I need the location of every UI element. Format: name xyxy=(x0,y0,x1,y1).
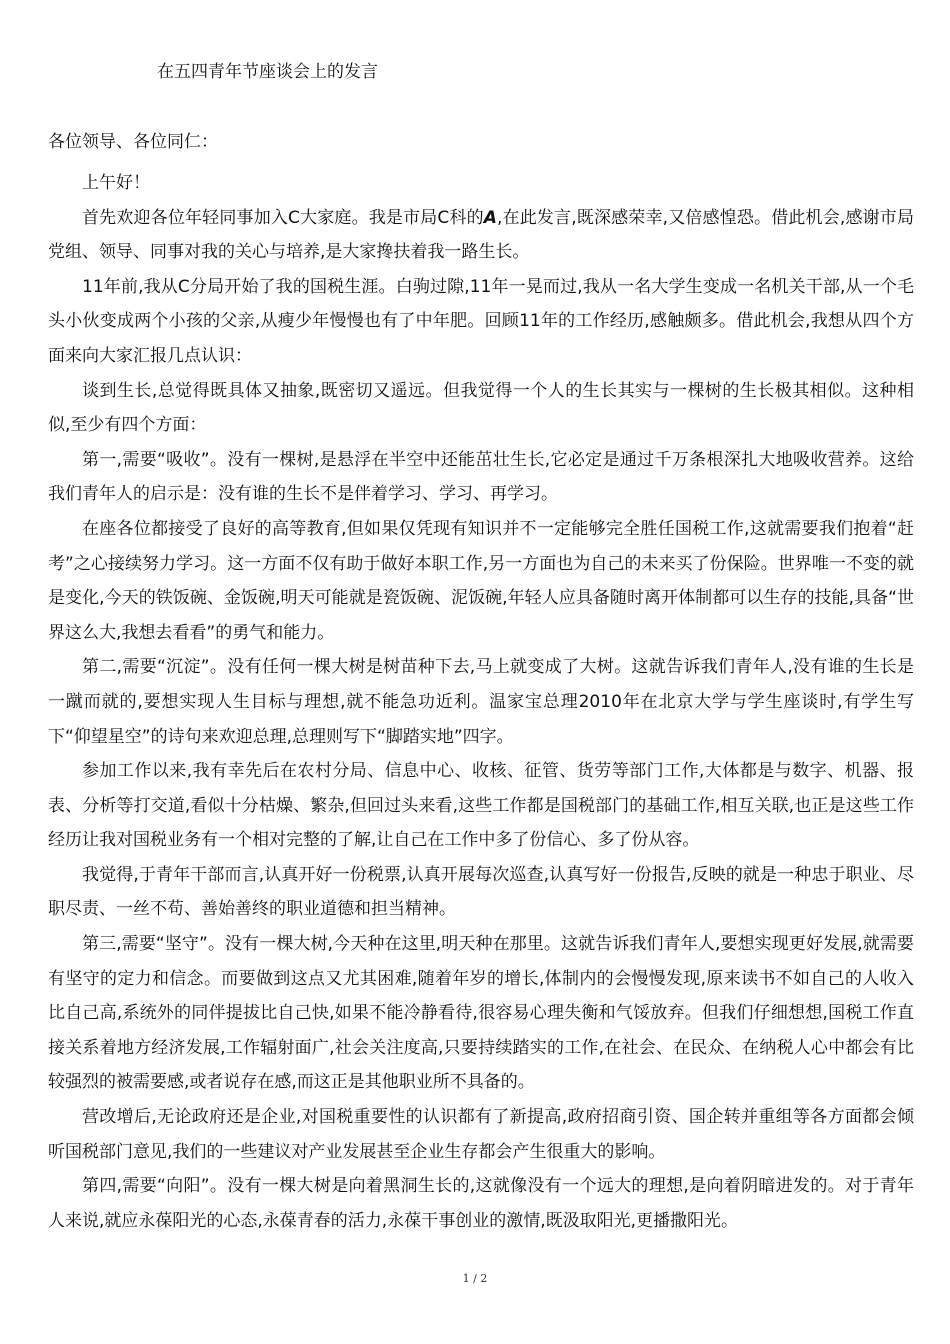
paragraph-introduction xyxy=(48,201,914,270)
page-number: 1 / 2 xyxy=(462,1272,488,1285)
document-body xyxy=(48,166,914,1238)
paragraph-point-four: 第四,需要“向阳”。没有一棵大树是向着黑洞生长的,这就像没有一个远大的理想,是向着阴暗进发的。对于青年人来说,就应永葆阳光的心态,永葆青春的活力,永葆干事创业的激情,既汲取阳光,更播撒阳光。 xyxy=(48,1176,914,1231)
speaker-mark: A xyxy=(483,207,497,228)
document-title: 在五四青年节座谈会上的发言 xyxy=(157,62,378,82)
paragraph-tax-reform: 营改增后,无论政府还是企业,对国税重要性的认识都有了新提高,政府招商引资、国企转并重组等各方面都会倾听国税部门意见,我们的一些建议对产业发展甚至企业生存都会产生很重大的影响。 xyxy=(48,1107,914,1162)
paragraph-point-three: 第三,需要“坚守”。没有一棵大树,今天种在这里,明天种在那里。这就告诉我们青年人,要想实现更好发展,就需要有坚守的定力和信念。而要做到这点又尤其困难,随着年岁的增长,体制内的会慢慢发现,原来读书不如自己的人收入比自己高,系统外的同伴提拔比自己快,如果不能冷静看待,很容易心理失衡和气馁放弃。但我们仔细想想,国税工作直接关系着地方经济发展,工作辐射面广,社会关注度高,只要持续踏实的工作,在社会、在民众、在纳税人心中都会有比较强烈的被需要感,或者说存在感,而这正是其他职业所不具备的。 xyxy=(48,934,914,1093)
paragraph-experience: 参加工作以来,我有幸先后在农村分局、信息中心、收核、征管、货劳等部门工作,大体都是与数字、机器、报表、分析等打交道,看似十分枯燥、繁杂,但回过头来看,这些工作都是国税部门的基础工作,相互关联,也正是这些工作经历让我对国税业务有一个相对完整的了解,让自己在工作中多了份信心、多了份从容。 xyxy=(48,761,914,851)
paragraph-greeting: 上午好！ xyxy=(82,173,150,193)
paragraph-career: 11年前,我从C分局开始了我的国税生涯。白驹过隙,11年一晃而过,我从一名大学生变成一名机关干部,从一个毛头小伙变成两个小孩的父亲,从瘦少年慢慢也有了中年肥。回顾11年的工作经历,感触颇多。借此机会,我想从四个方面来向大家汇报几点认识： xyxy=(48,276,914,366)
paragraph-introduction-end: ,在此发言,既深感荣幸,又倍感惶恐。借此机会,感谢市局党组、领导、同事对我的关心与培养,是大家搀扶着我一路生长。 xyxy=(48,207,914,263)
paragraph-point-one: 第一,需要“吸收”。没有一棵树,是悬浮在半空中还能茁壮生长,它必定是通过千万条根深扎大地吸收营养。这给我们青年人的启示是：没有谁的生长不是伴着学习、学习、再学习。 xyxy=(48,449,914,505)
paragraph-introduction-start: 首先欢迎各位年轻同事加入C大家庭。我是市局C科的 xyxy=(82,207,484,228)
paragraph-professionalism: 我觉得,于青年干部而言,认真开好一份税票,认真开展每次巡查,认真写好一份报告,反映的就是一种忠于职业、尽职尽责、一丝不苟、善始善终的职业道德和担当精神。 xyxy=(48,864,914,920)
salutation: 各位领导、各位同仁： xyxy=(48,132,218,152)
paragraph-point-two: 第二,需要“沉淀”。没有任何一棵大树是树苗种下去,马上就变成了大树。这就告诉我们青年人,没有谁的生长是一蹴而就的,要想实现人生目标与理想,就不能急功近利。温家宝总理2010年在北京大学与学生座谈时,有学生写下“仰望星空”的诗句来欢迎总理,总理则写下“脚踏实地”四字。 xyxy=(48,657,914,747)
paragraph-growth: 谈到生长,总觉得既具体又抽象,既密切又遥远。但我觉得一个人的生长其实与一棵树的生长极其相似。这种相似,至少有四个方面： xyxy=(48,380,914,436)
paragraph-learning: 在座各位都接受了良好的高等教育,但如果仅凭现有知识并不一定能够完全胜任国税工作,这就需要我们抱着“赶考”之心接续努力学习。这一方面不仅有助于做好本职工作,另一方面也为自己的未来买了份保险。世界唯一不变的就是变化,今天的铁饭碗、金饭碗,明天可能就是瓷饭碗、泥饭碗,年轻人应具备随时离开体制都可以生存的技能,具备“世界这么大,我想去看看”的勇气和能力。 xyxy=(48,518,914,643)
